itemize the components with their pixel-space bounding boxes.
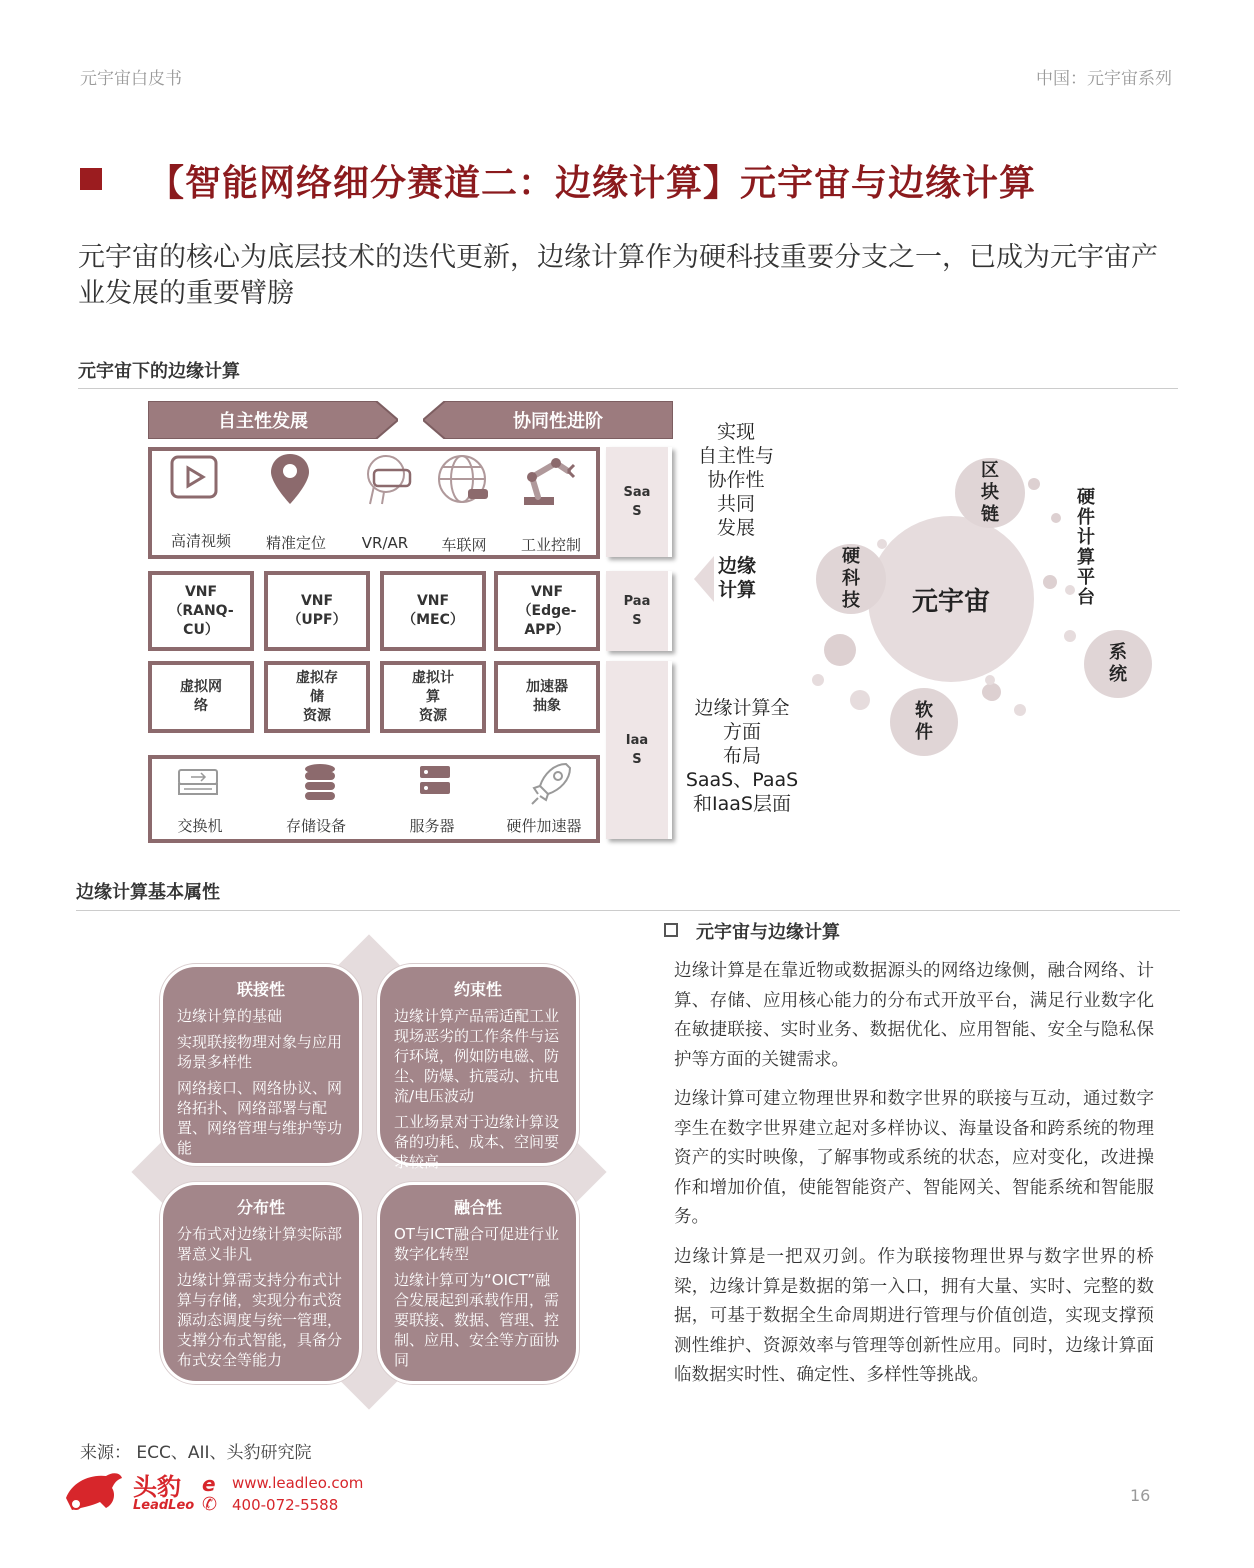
- page-title: 【智能网络细分赛道二：边缘计算】元宇宙与边缘计算: [148, 163, 1037, 204]
- autonomy-arrow: [148, 401, 398, 439]
- edge-computing-marker: [694, 552, 768, 606]
- leopard-logo-icon: [62, 1468, 126, 1514]
- section1-title: 元宇宙下的边缘计算: [78, 361, 240, 382]
- side-line: 自主性与: [697, 445, 774, 467]
- section2-divider: [76, 910, 1180, 911]
- globe-car-icon: [436, 453, 492, 509]
- quad-item: 网络接口、网络协议、网络拓扑、网络部署与配置、网络管理与维护等功能: [177, 1079, 343, 1157]
- quad-item: 实现联接物理对象与应用场景多样性: [177, 1033, 343, 1071]
- bubble-hard-tech: [816, 544, 886, 614]
- iaas-cell-line: 虚拟网: [180, 679, 222, 695]
- saas-label-industrial: 工业控制: [520, 536, 581, 554]
- paas-cell-line: （UPF）: [287, 612, 347, 628]
- iaas-cell-vcompute: [380, 661, 486, 733]
- web-icon: e: [202, 1472, 216, 1496]
- layer-saas: [606, 447, 672, 557]
- bubble-char: 系: [1109, 642, 1127, 663]
- iaas-cell-accel: [494, 661, 600, 733]
- layer-saas-l1: Saa: [623, 485, 651, 500]
- right-heading: 元宇宙与边缘计算: [696, 922, 840, 943]
- paragraph-2: 边缘计算可建立物理世界和数字世界的联接与互动，通过数字孪生在数字世界建立起对多样协议、海量设备和跨系统的物理资产的实时映像，了解事物或系统的状态，应对变化，改进操作和增加价值，使能智能资产、智能网关、智能系统和智能服务。: [674, 1089, 1154, 1227]
- quad-convergence: [377, 1182, 579, 1384]
- quad-item: 边缘计算可为“OICT”融合发展起到承载作用，需要联接、数据、管理、控制、应用、安全等方面协同: [394, 1271, 560, 1369]
- iaas-cell-vstorage: [264, 661, 370, 733]
- switch-icon: [176, 766, 222, 806]
- doc-series-title: 元宇宙白皮书: [80, 69, 182, 89]
- rocket-icon: [530, 760, 574, 806]
- bubble-char: 技: [842, 590, 860, 611]
- paas-cell-line: VNF: [530, 583, 564, 600]
- iaas-cell-vnet: [148, 661, 254, 733]
- phone-icon: ✆: [202, 1494, 218, 1515]
- iaas-cell-line: 资源: [303, 707, 331, 724]
- side-line: 实现: [716, 421, 755, 443]
- iaas-cell-line: 虚拟计: [412, 669, 454, 686]
- iaas-cell-line: 络: [194, 698, 208, 714]
- quad-title: 约束性: [453, 980, 502, 999]
- side-line: 布局: [722, 745, 761, 767]
- layer-iaas: [606, 661, 672, 839]
- quad-connectivity: [160, 964, 362, 1166]
- bubble-char: 算: [1077, 547, 1095, 568]
- quad-title: 分布性: [236, 1198, 285, 1217]
- iaas-cell-line: 加速器: [526, 679, 568, 695]
- paragraph-3: 边缘计算是一把双刃剑。作为联接物理世界与数字世界的桥梁，边缘计算是数据的第一入口，拥有大量、实时、完整的数据，可基于数据全生命周期进行管理与价值创造，实现支撑预测性维护、资源效率与管理等创新性应用。同时，边缘计算面临数据实时性、确定性、多样性等挑战。: [674, 1247, 1154, 1385]
- bubble-char: 件: [1077, 507, 1095, 528]
- paragraph-1: 边缘计算是在靠近物或数据源头的网络边缘侧，融合网络、计算、存储、应用核心能力的分布式开放平台，满足行业数字化在敏捷联接、实时业务、数据优化、应用智能、安全与隐私保护等方面的关键需求。: [674, 961, 1154, 1070]
- title-bullet: [80, 168, 102, 190]
- database-icon: [302, 762, 342, 806]
- quad-item: 工业场景对于边缘计算设备的功耗、成本、空间要求较高: [394, 1113, 560, 1171]
- footer-phone: 400-072-5588: [232, 1496, 339, 1514]
- quad-item: 分布式对边缘计算实际部署意义非凡: [177, 1225, 343, 1263]
- quad-title: 联接性: [236, 980, 285, 999]
- paas-cell-edge-app: [494, 571, 600, 651]
- layer-paas-l2: S: [632, 613, 642, 628]
- side-line: 共同: [716, 493, 755, 515]
- paas-cell-line: （Edge-: [517, 602, 577, 619]
- quad-constraint: [377, 964, 579, 1171]
- autonomy-label: 自主性发展: [218, 411, 308, 432]
- brand-en: LeadLeo: [133, 1498, 195, 1513]
- side-line: 协作性: [707, 469, 765, 491]
- collab-arrow: [423, 401, 673, 439]
- bubble-char: 统: [1109, 664, 1127, 685]
- bubble-char: 台: [1077, 587, 1095, 608]
- side-text-bottom: [680, 696, 804, 816]
- bubble-char: 链: [981, 504, 999, 525]
- quad-item: 边缘计算需支持分布式计算与存储，实现分布式资源动态调度与统一管理，支撑分布式智能，具备分布式安全等能力: [177, 1271, 343, 1369]
- side-line: 边缘计算全: [694, 697, 790, 719]
- hw-label-server: 服务器: [409, 817, 455, 835]
- quad-item: OT与ICT融合可促进行业数字化转型: [394, 1225, 560, 1263]
- quad-item: 边缘计算的基础: [177, 1007, 283, 1025]
- iaas-cell-line: 资源: [419, 707, 447, 724]
- brand-cn: 头豹: [133, 1473, 181, 1501]
- layer-saas-l2: S: [632, 504, 642, 519]
- bubble-char: 硬: [842, 546, 860, 567]
- doc-series-subtitle: 中国：元宇宙系列: [1036, 69, 1172, 89]
- bubble-char: 区: [981, 460, 999, 481]
- iaas-cell-line: 抽象: [533, 698, 561, 714]
- bubble-char: 硬: [1077, 487, 1095, 508]
- bubble-char: 块: [981, 482, 999, 503]
- checkbox-bullet-icon: [664, 923, 678, 937]
- hw-label-switch: 交换机: [177, 817, 223, 835]
- layer-iaas-l1: Iaa: [625, 733, 649, 748]
- paas-cell-upf: [264, 571, 370, 651]
- paas-cell-line: CU）: [183, 621, 219, 638]
- vr-headset-icon: [360, 452, 416, 508]
- collab-label: 协同性进阶: [513, 411, 603, 432]
- saas-label-location: 精准定位: [265, 534, 326, 552]
- layer-paas: [606, 571, 672, 651]
- iaas-cell-line: 虚拟存: [296, 669, 338, 686]
- hw-label-storage: 存储设备: [285, 817, 346, 835]
- bubble-char: 软: [915, 700, 933, 721]
- footer-url[interactable]: www.leadleo.com: [232, 1474, 364, 1492]
- quad-distribution: [160, 1182, 362, 1384]
- bubble-system: [1084, 630, 1152, 698]
- server-icon: [418, 764, 458, 804]
- bubble-char: 科: [842, 568, 860, 589]
- hw-label-accelerator: 硬件加速器: [506, 817, 582, 835]
- paas-cell-mec: [380, 571, 486, 651]
- paas-cell-line: （RANQ-: [168, 602, 234, 619]
- layer-iaas-l2: S: [632, 752, 642, 767]
- section1-divider: [78, 388, 1178, 389]
- side-line: SaaS、PaaS: [685, 769, 799, 791]
- side-text-top: [690, 420, 782, 540]
- robot-arm-icon: [518, 451, 578, 509]
- paas-cell-line: VNF: [184, 583, 218, 600]
- layer-paas-l1: Paa: [623, 594, 651, 609]
- paas-cell-line: APP）: [524, 621, 570, 638]
- bubble-hardware-platform: [1052, 480, 1120, 616]
- bubble-char: 平: [1077, 567, 1095, 588]
- bubble-center: 元宇宙: [868, 516, 1034, 682]
- paas-cell-line: VNF: [300, 593, 334, 609]
- side-mid-line: 计算: [717, 579, 756, 601]
- location-pin-icon: [268, 452, 318, 508]
- bubble-blockchain: [955, 458, 1025, 528]
- bubble-software: [890, 688, 958, 756]
- quad-title: 融合性: [453, 1198, 502, 1217]
- source-note: 来源： ECC、AII、头豹研究院: [80, 1443, 312, 1463]
- page-number: 16: [1130, 1486, 1151, 1505]
- side-mid-line: 边缘: [717, 555, 756, 577]
- quad-item: 边缘计算产品需适配工业现场恶劣的工作条件与运行环境，例如防电磁、防尘、防爆、抗震动、抗电流/电压波动: [394, 1007, 560, 1105]
- saas-label-iov: 车联网: [441, 536, 487, 554]
- side-line: 方面: [722, 721, 761, 743]
- saas-label-video: 高清视频: [170, 532, 231, 550]
- iaas-cell-line: 储: [310, 688, 324, 705]
- paas-cell-ranq: [148, 571, 254, 651]
- iaas-cell-line: 算: [426, 688, 440, 705]
- section2-title: 边缘计算基本属性: [76, 882, 220, 903]
- side-line: 和IaaS层面: [693, 793, 791, 815]
- side-line: 发展: [716, 517, 755, 539]
- paas-cell-line: （MEC）: [402, 612, 464, 628]
- bubble-char: 计: [1077, 527, 1095, 548]
- video-play-icon: [168, 455, 232, 501]
- lead-text: 元宇宙的核心为底层技术的迭代更新，边缘计算作为硬科技重要分支之一，已成为元宇宙产业发展的重要臂膀: [78, 242, 1158, 309]
- paas-cell-line: VNF: [416, 593, 450, 609]
- bubble-char: 件: [915, 722, 933, 743]
- saas-label-vrar: VR/AR: [361, 534, 409, 552]
